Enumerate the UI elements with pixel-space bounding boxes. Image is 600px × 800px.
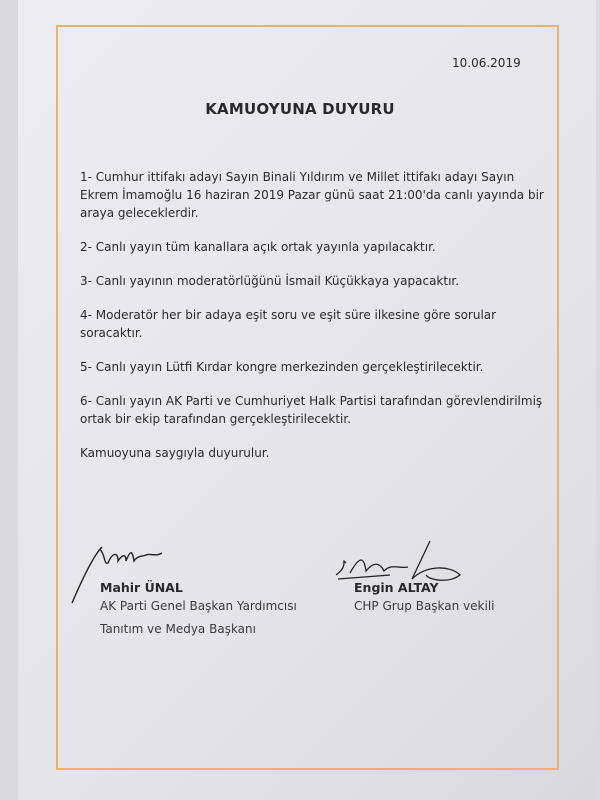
document-body xyxy=(80,168,550,474)
signatory-name: Mahir ÜNAL xyxy=(100,580,183,595)
list-item: 5- Canlı yayın Lütfi Kırdar kongre merkezinden gerçekleştirilecektir. xyxy=(80,360,484,374)
list-item: 3- Canlı yayının moderatörlüğünü İsmail Küçükkaya yapacaktır. xyxy=(80,274,460,288)
signatory-mahir-unal xyxy=(100,580,297,641)
list-item: 2- Canlı yayın tüm kanallara açık ortak yayınla yapılacaktır. xyxy=(80,240,436,254)
document-date: 10.06.2019 xyxy=(452,56,521,70)
signatory-role: Tanıtım ve Medya Başkanı xyxy=(100,622,256,636)
signatory-role: CHP Grup Başkan vekili xyxy=(354,599,495,613)
list-item: 4- Moderatör her bir adaya eşit soru ve eşit süre ilkesine göre sorular soracaktır. xyxy=(80,308,497,340)
closing-line: Kamuoyuna saygıyla duyurulur. xyxy=(80,446,270,460)
signatory-engin-altay xyxy=(354,580,495,618)
signatory-name: Engin ALTAY xyxy=(354,580,439,595)
document-title: KAMUOYUNA DUYURU xyxy=(205,100,395,118)
list-item: 6- Canlı yayın AK Parti ve Cumhuriyet Halk Partisi tarafından görevlendirilmiş ortak bir ekip tarafından gerçekleştirilecektir. xyxy=(80,394,543,426)
signatory-role: AK Parti Genel Başkan Yardımcısı xyxy=(100,599,297,613)
list-item: 1- Cumhur ittifakı adayı Sayın Binali Yıldırım ve Millet ittifakı adayı Sayın Ekrem İmamoğlu 16 haziran 2019 Pazar günü saat 21:00'da canlı yayında bir araya geleceklerdir. xyxy=(80,170,544,220)
